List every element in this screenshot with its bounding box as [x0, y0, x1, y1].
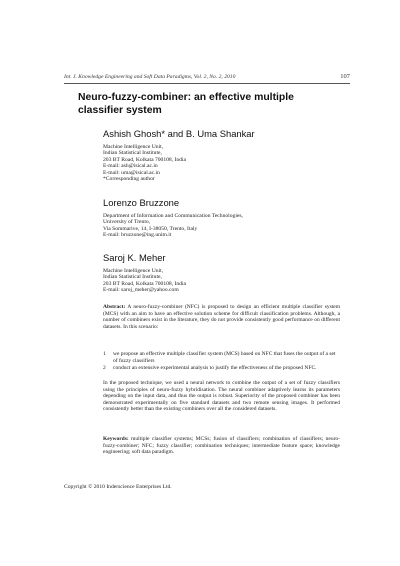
page-number: 107	[340, 73, 350, 80]
author-affiliation	[103, 213, 343, 239]
affiliation-line: Department of Information and Communication Technologies,	[103, 213, 243, 219]
affiliation-line: University of Trento,	[103, 219, 151, 226]
author-affiliation	[103, 268, 343, 294]
abstract	[103, 304, 340, 330]
affiliation-line: Indian Statistical Institute,	[103, 274, 162, 281]
affiliation-line: 203 BT Road, Kolkata 700108, India	[103, 280, 187, 287]
affiliation-line: E-mail: saroj_meher@yahoo.com	[103, 287, 179, 294]
affiliation-line: *Corresponding author	[103, 176, 155, 183]
author-names: Ashish Ghosh* and B. Uma Shankar	[103, 128, 255, 139]
keywords-text: multiple classifier systems; MCSs; fusion of classifiers; combination of classifiers; neuro-fuzzy-combiner; NFC; fuzzy classifier; combination techniques; intermediate feature space; knowledge engineering; soft data paradigm.	[103, 436, 341, 456]
author-names: Saroj K. Meher	[103, 252, 166, 263]
header-rule	[64, 83, 350, 84]
affiliation-line: E-mail: uma@isical.ac.in	[103, 169, 160, 176]
abstract-label: Abstract:	[103, 304, 126, 310]
author-names: Lorenzo Bruzzone	[103, 197, 180, 208]
list-item-text: conduct an extensive experimental analysis to justify the effectiveness of the proposed NFC.	[113, 364, 317, 371]
affiliation-line: E-mail: bruzzone@ing.unitn.it	[103, 232, 172, 239]
journal-citation: Int. J. Knowledge Engineering and Soft Data Paradigms, Vol. 2, No. 2, 2010	[64, 74, 236, 80]
contribution-list	[103, 351, 340, 372]
list-item-number: 1	[103, 351, 106, 357]
running-head	[64, 72, 350, 82]
list-item	[103, 365, 340, 372]
copyright-notice: Copyright © 2010 Inderscience Enterprises Ltd.	[64, 484, 172, 490]
list-item	[103, 351, 340, 364]
keywords-label: Keywords:	[103, 436, 129, 442]
list-item-text: we propose an effective multiple classifier system (MCS) based on NFC that fuses the output of a set of fuzzy classifiers	[113, 351, 336, 364]
paper-title: Neuro-fuzzy-combiner: an effective multiple classifier system	[78, 92, 294, 116]
affiliation-line: Indian Statistical Institute,	[103, 150, 162, 157]
author-affiliation	[103, 144, 343, 182]
abstract-paragraph-2: In the proposed technique, we used a neural network to combine the output of a set of fuzzy classifiers using the principles of neuro-fuzzy hybridisation. The neural combiner adaptively learns its parameters depending on the input data, and thus the output is robust. Superiority of the proposed combiner has been demonstrated experimentally on five standard datasets and two remote sensing images. It performed consistently better than the existing combiners over all the considered datasets.	[103, 380, 340, 413]
abstract-text: A neuro-fuzzy-combiner (NFC) is proposed to design an efficient multiple classifier system (MCS) with an aim to have an effective solution scheme for difficult classification problems. Although, a number of combiners exist in the literature, they do not provide consistently good performance on different datasets. In this scenario:	[103, 304, 341, 330]
affiliation-line: 203 BT Road, Kolkata 700108, India	[103, 156, 187, 163]
keywords	[103, 436, 340, 456]
list-item-number: 2	[103, 364, 106, 371]
affiliation-line: Machine Intelligence Unit,	[103, 268, 164, 274]
affiliation-line: Via Sommarive, 14, I-38050, Trento, Italy	[103, 225, 198, 232]
affiliation-line: E-mail: ash@isical.ac.in	[103, 163, 158, 170]
affiliation-line: Machine Intelligence Unit,	[103, 144, 164, 150]
